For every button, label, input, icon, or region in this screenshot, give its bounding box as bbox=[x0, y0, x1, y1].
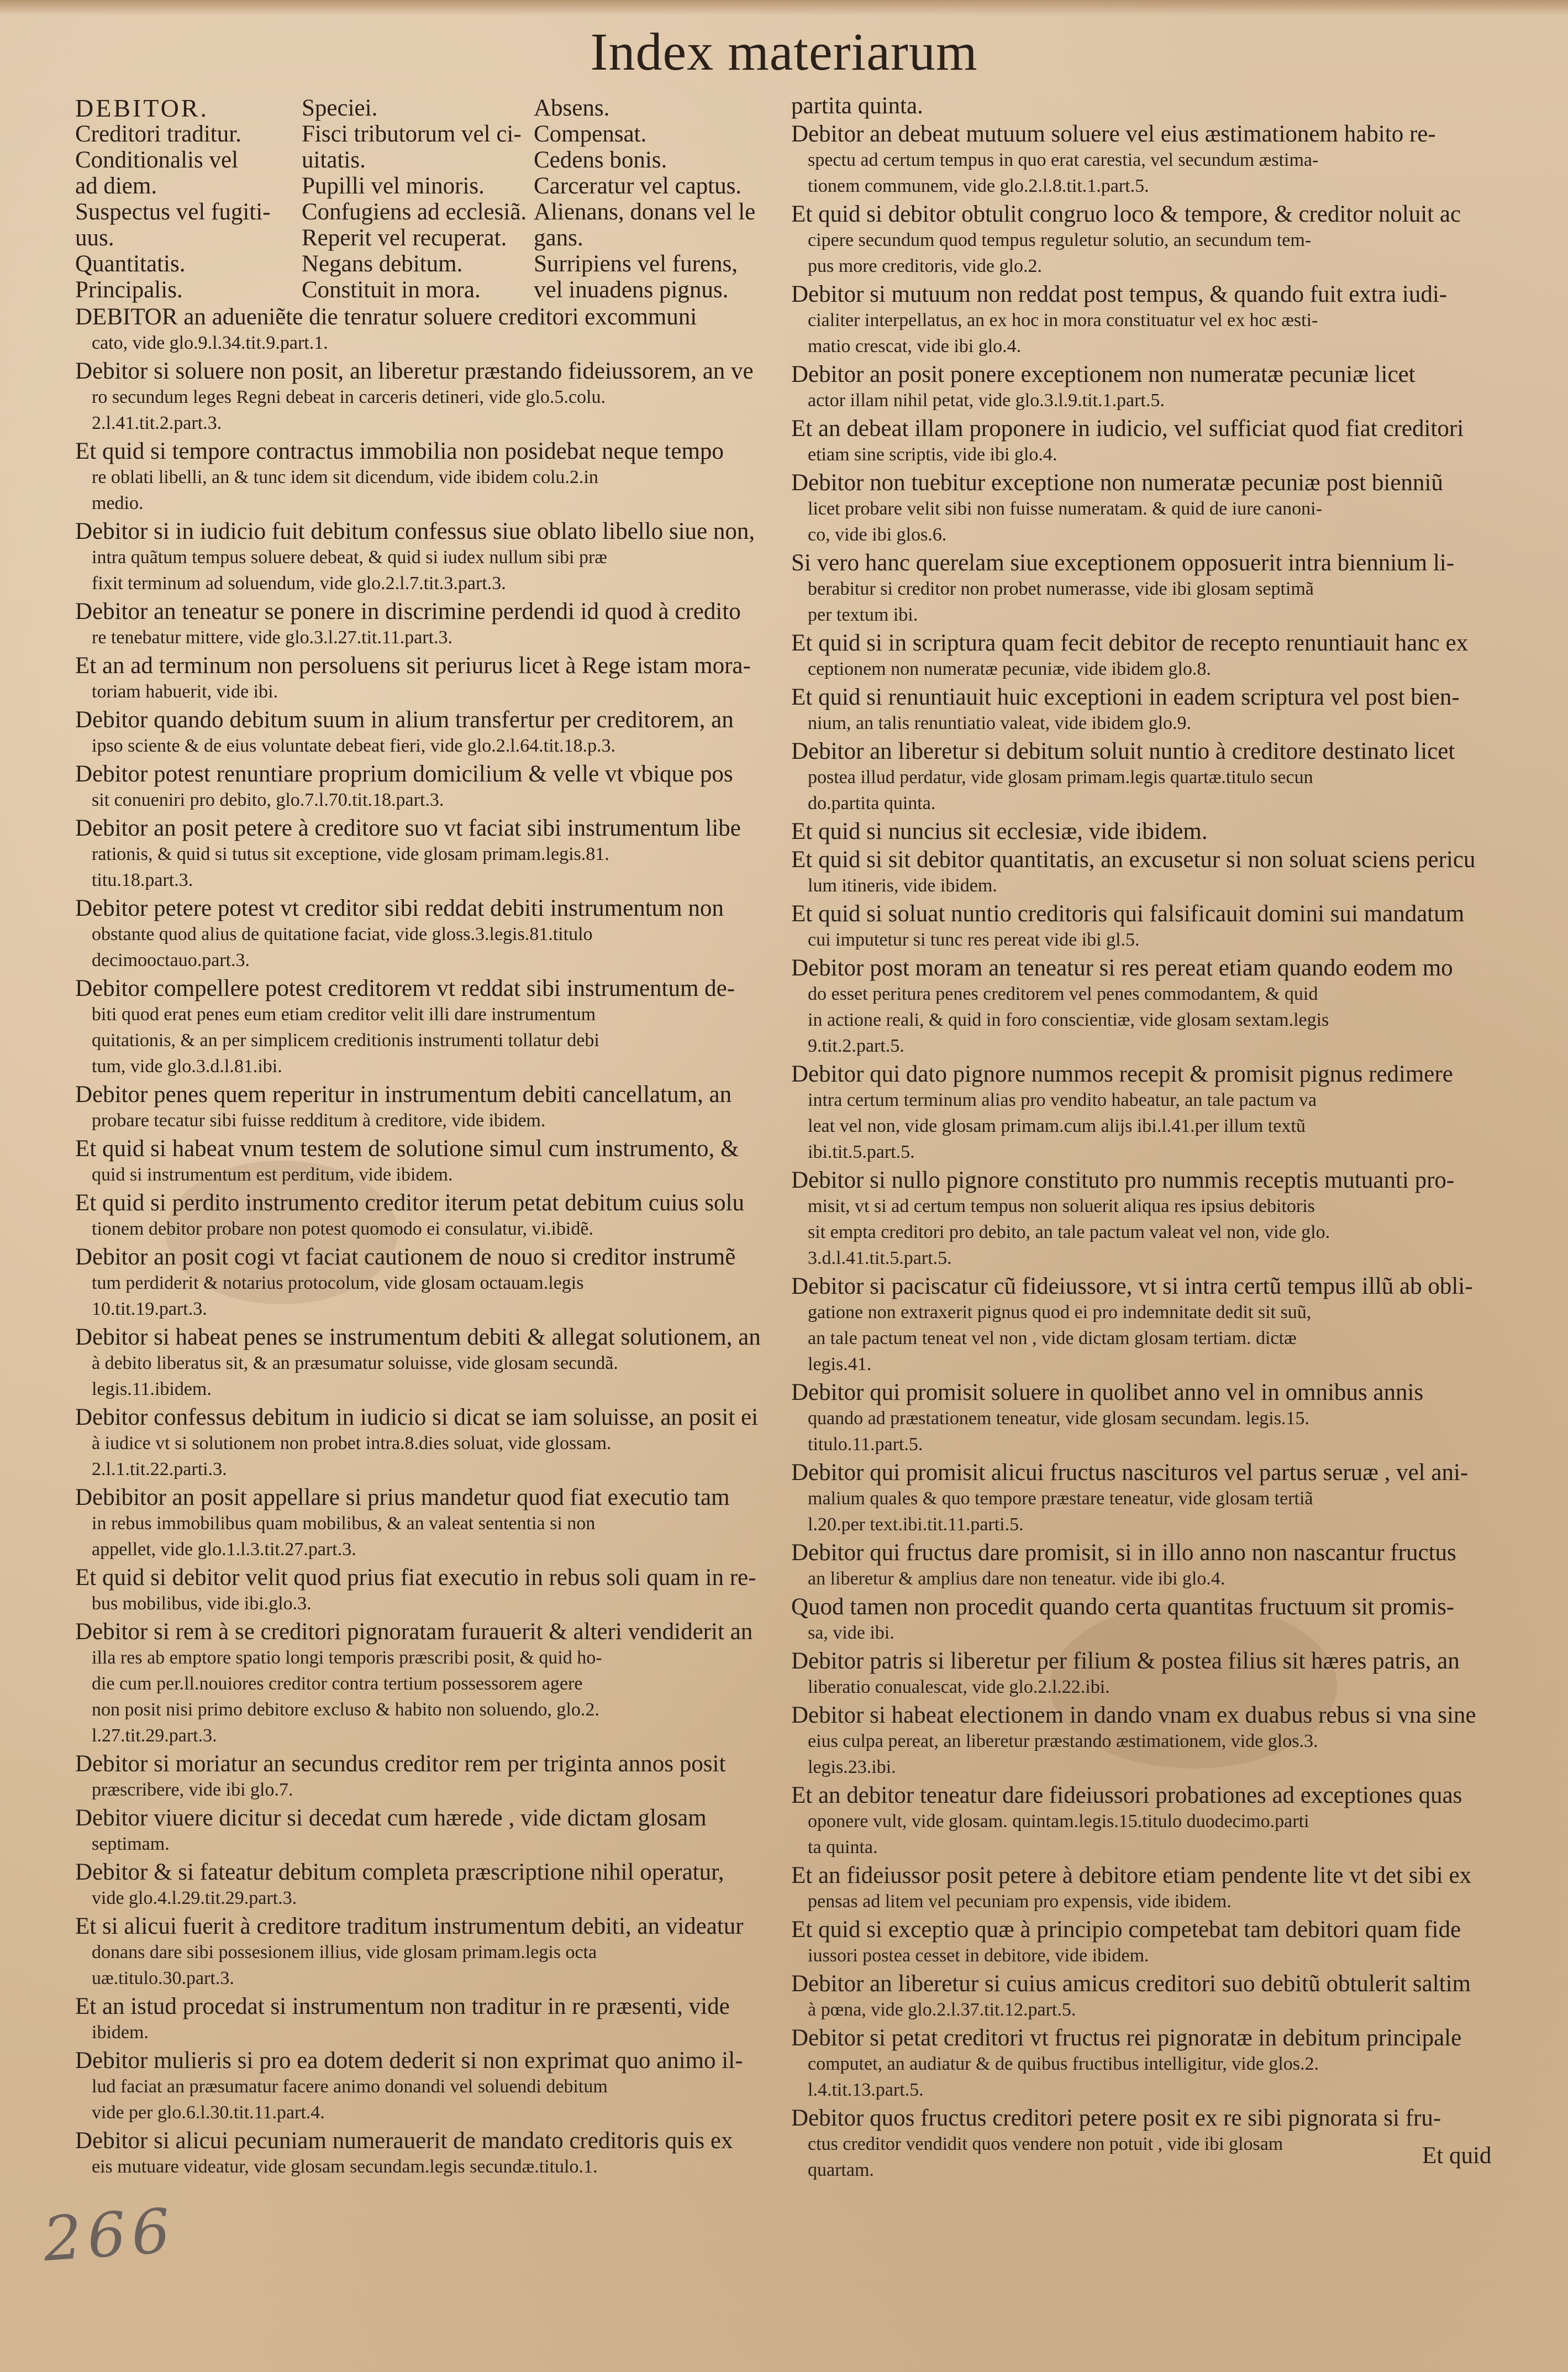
entry-line: sit conueniri pro debito, glo.7.l.70.tit.18.part.3. bbox=[92, 790, 444, 810]
entry-line: 2.l.41.tit.2.part.3. bbox=[92, 413, 222, 433]
index-entry bbox=[791, 630, 1504, 682]
entry-line: pensas ad litem vel pecuniam pro expensis, vide ibidem. bbox=[808, 1891, 1232, 1912]
entry-line: Et si alicui fuerit à creditore traditum instrumentum debiti, an videatur bbox=[75, 1913, 744, 1939]
index-entry bbox=[791, 818, 1504, 844]
index-entry bbox=[791, 1273, 1504, 1377]
subject-heading: Constituit in mora. bbox=[302, 277, 481, 303]
index-entry bbox=[75, 438, 782, 516]
entry-line: malium quales & quo tempore præstare teneatur, vide glosam tertiã bbox=[808, 1488, 1313, 1509]
entry-line: cui imputetur si tunc res pereat vide ibi gl.5. bbox=[808, 930, 1140, 950]
subject-heading: Cedens bonis. bbox=[534, 147, 667, 173]
handwritten-page-number: 266 bbox=[40, 2195, 178, 2275]
entry-line: cato, vide glo.9.l.34.tit.9.part.1. bbox=[92, 333, 328, 353]
entry-line: donans dare sibi possesionem illius, vide glosam primam.legis octa bbox=[92, 1942, 597, 1962]
index-entry bbox=[75, 653, 782, 705]
subject-heading: Reperit vel recuperat. bbox=[302, 225, 507, 251]
entry-line: nium, an talis renuntiatio valeat, vide ibidem glo.9. bbox=[808, 713, 1192, 733]
entry-line: Debitor an liberetur si cuius amicus creditori suo debitũ obtulerit saltim bbox=[791, 1971, 1471, 1997]
index-entry bbox=[75, 707, 782, 759]
entry-line: co, vide ibi glos.6. bbox=[808, 524, 947, 545]
index-entry bbox=[791, 201, 1504, 279]
index-entry bbox=[75, 1913, 782, 1991]
entry-line: Debitor quando debitum suum in alium transfertur per creditorem, an bbox=[75, 707, 734, 733]
entry-line: berabitur si creditor non probet numerasse, vide ibi glosam septimã bbox=[808, 579, 1314, 599]
subject-heading: DEBITOR. bbox=[75, 94, 209, 122]
entry-line: à debito liberatus sit, & an præsumatur soluisse, vide glosam secundã. bbox=[92, 1353, 618, 1373]
entry-line: ipso sciente & de eius voluntate debeat fieri, vide glo.2.l.64.tit.18.p.3. bbox=[92, 736, 616, 756]
subject-heading: vel inuadens pignus. bbox=[534, 277, 729, 303]
entry-line: intra quãtum tempus soluere debeat, & quid si iudex nullum sibi præ bbox=[92, 547, 607, 568]
entry-line: Debitor qui fructus dare promisit, si in illo anno non nascantur fructus bbox=[791, 1540, 1456, 1566]
entry-line: l.20.per text.ibi.tit.11.parti.5. bbox=[808, 1514, 1024, 1535]
entry-line: Debitor si nullo pignore constituto pro nummis receptis mutuanti pro- bbox=[791, 1167, 1455, 1193]
entry-line: vide per glo.6.l.30.tit.11.part.4. bbox=[92, 2102, 325, 2123]
entry-line: Debitor compellere potest creditorem vt reddat sibi instrumentum de- bbox=[75, 975, 735, 1001]
entry-line: Debitor si alicui pecuniam numerauerit de mandato creditoris quis ex bbox=[75, 2128, 733, 2154]
index-entry bbox=[75, 761, 782, 813]
index-entry bbox=[75, 1404, 782, 1482]
index-entry bbox=[791, 2025, 1504, 2103]
entry-line: Et an fideiussor posit petere à debitore etiam pendente lite vt det sibi ex bbox=[791, 1862, 1472, 1888]
subject-heading: Negans debitum. bbox=[302, 251, 463, 277]
entry-line: Et quid si sit debitor quantitatis, an excusetur si non soluat sciens pericu bbox=[791, 847, 1476, 873]
entry-line: Et quid si exceptio quæ à principio competebat tam debitori quam fide bbox=[791, 1917, 1461, 1943]
entry-line: Debitor viuere dicitur si decedat cum hærede , vide dictam glosam bbox=[75, 1805, 707, 1831]
entry-line: medio. bbox=[92, 493, 144, 513]
entry-line: à pœna, vide glo.2.l.37.tit.12.part.5. bbox=[808, 2000, 1076, 2020]
index-entry bbox=[75, 1805, 782, 1857]
entry-line: lud faciat an præsumatur facere animo donandi vel soluendi debitum bbox=[92, 2076, 608, 2097]
entry-line: 3.d.l.41.tit.5.part.5. bbox=[808, 1248, 952, 1268]
entry-line: Debibitor an posit appellare si prius mandetur quod fiat executio tam bbox=[75, 1484, 730, 1510]
index-entry bbox=[791, 470, 1504, 548]
index-entry bbox=[75, 1565, 782, 1617]
entry-line: lum itineris, vide ibidem. bbox=[808, 875, 997, 896]
entry-line: spectu ad certum tempus in quo erat carestia, vel secundum æstima- bbox=[808, 150, 1319, 170]
subject-heading: uitatis. bbox=[302, 147, 366, 173]
page-top-edge bbox=[0, 0, 1568, 15]
entry-line: tum perdiderit & notarius protocolum, vide glosam octauam.legis bbox=[92, 1273, 584, 1293]
entry-line: Debitor si in iudicio fuit debitum confessus siue oblato libello siue non, bbox=[75, 518, 755, 544]
page-title: Index materiarum bbox=[590, 22, 978, 81]
entry-line: Debitor an posit petere à creditore suo vt faciat sibi instrumentum libe bbox=[75, 815, 741, 841]
entry-line: Et quid si debitor obtulit congruo loco & tempore, & creditor noluit ac bbox=[791, 201, 1461, 227]
entry-line: Debitor an liberetur si debitum soluit nuntio à creditore destinato licet bbox=[791, 738, 1455, 764]
entry-line: Debitor si habeat electionem in dando vnam ex duabus rebus si vna sine bbox=[791, 1702, 1476, 1728]
subject-heading: Quantitatis. bbox=[75, 251, 186, 277]
entry-line: do esset peritura penes creditorem vel penes commodantem, & quid bbox=[808, 984, 1318, 1004]
index-entry bbox=[791, 1917, 1504, 1969]
index-entry bbox=[791, 1648, 1504, 1700]
index-entry bbox=[791, 684, 1504, 736]
index-entry bbox=[75, 1859, 782, 1911]
subject-heading: Confugiens ad ecclesiã. bbox=[302, 199, 527, 225]
entry-line: Et quid si soluat nuntio creditoris qui falsificauit domini sui mandatum bbox=[791, 901, 1465, 927]
entry-line: l.27.tit.29.part.3. bbox=[92, 1725, 217, 1746]
index-entry bbox=[791, 1460, 1504, 1537]
entry-line: Et quid si tempore contractus immobilia non posidebat neque tempo bbox=[75, 438, 724, 464]
entry-line: Et quid si debitor velit quod prius fiat executio in rebus soli quam in re- bbox=[75, 1565, 756, 1591]
entry-line: cipere secundum quod tempus reguletur solutio, an secundum tem- bbox=[808, 230, 1312, 250]
entry-line: per textum ibi. bbox=[808, 605, 918, 625]
entry-line: præscribere, vide ibi glo.7. bbox=[92, 1780, 293, 1800]
entry-line: DEBITOR an adueniẽte die tenratur soluere creditori excommuni bbox=[75, 304, 697, 330]
index-entry bbox=[75, 975, 782, 1079]
entry-line: appellet, vide glo.1.l.3.tit.27.part.3. bbox=[92, 1539, 356, 1560]
entry-line: ctus creditor vendidit quos vendere non potuit , vide ibi glosam bbox=[808, 2134, 1283, 2154]
entry-line: pus more creditoris, vide glo.2. bbox=[808, 256, 1042, 276]
index-entry bbox=[791, 955, 1504, 1059]
subject-heading: Fisci tributorum vel ci- bbox=[302, 121, 522, 147]
index-entry bbox=[791, 1379, 1504, 1457]
entry-line: licet probare velit sibi non fuisse numeratam. & quid de iure canoni- bbox=[808, 498, 1322, 519]
entry-line: Debitor si moriatur an secundus creditor rem per triginta annos posit bbox=[75, 1751, 726, 1777]
left-entry-list bbox=[75, 304, 782, 2180]
entry-line: biti quod erat penes eum etiam creditor velit illi dare instrumentum bbox=[92, 1004, 596, 1025]
index-entry bbox=[75, 358, 782, 436]
subject-heading: Conditionalis vel bbox=[75, 147, 239, 173]
entry-line: Debitor si petat creditori vt fructus rei pignoratæ in debitum principale bbox=[791, 2025, 1462, 2051]
index-entry bbox=[75, 1082, 782, 1133]
entry-line: uæ.titulo.30.part.3. bbox=[92, 1968, 234, 1988]
entry-line: Debitor confessus debitum in iudicio si dicat se iam soluisse, an posit ei bbox=[75, 1404, 759, 1430]
index-entry bbox=[791, 93, 1504, 119]
entry-line: Et an ad terminum non persoluens sit periurus licet à Rege istam mora- bbox=[75, 653, 751, 679]
entry-line: actor illam nihil petat, vide glo.3.l.9.tit.1.part.5. bbox=[808, 390, 1165, 411]
entry-line: 2.l.1.tit.22.parti.3. bbox=[92, 1459, 227, 1479]
index-entry bbox=[791, 550, 1504, 628]
entry-line: sit empta creditori pro debito, an tale pactum valeat vel non, vide glo. bbox=[808, 1222, 1330, 1242]
entry-line: quando ad præstationem teneatur, vide glosam secundam. legis.15. bbox=[808, 1408, 1309, 1429]
entry-line: Debitor petere potest vt creditor sibi reddat debiti instrumentum non bbox=[75, 895, 724, 921]
index-entry bbox=[75, 2048, 782, 2126]
entry-line: Si vero hanc querelam siue exceptionem opposuerit intra biennium li- bbox=[791, 550, 1455, 576]
entry-line: obstante quod alius de quitatione faciat, vide gloss.3.legis.81.titulo bbox=[92, 924, 593, 944]
index-entry bbox=[791, 1594, 1504, 1646]
entry-line: bus mobilibus, vide ibi.glo.3. bbox=[92, 1593, 312, 1614]
entry-line: oponere vult, vide glosam. quintam.legis.15.titulo duodecimo.parti bbox=[808, 1811, 1309, 1832]
entry-line: ibidem. bbox=[92, 2022, 149, 2043]
index-entry bbox=[75, 815, 782, 893]
right-column bbox=[791, 93, 1504, 2185]
entry-line: ibi.tit.5.part.5. bbox=[808, 1142, 915, 1162]
entry-line: eis mutuare videatur, vide glosam secundam.legis secundæ.titulo.1. bbox=[92, 2156, 598, 2177]
entry-line: do.partita quinta. bbox=[808, 793, 936, 814]
index-entry bbox=[791, 281, 1504, 359]
entry-line: titulo.11.part.5. bbox=[808, 1434, 923, 1455]
entry-line: cialiter interpellatus, an ex hoc in mora constituatur vel ex hoc æsti- bbox=[808, 310, 1318, 330]
index-entry bbox=[75, 599, 782, 650]
entry-line: Quod tamen non procedit quando certa quantitas fructuum sit promis- bbox=[791, 1594, 1455, 1620]
entry-line: Debitor patris si liberetur per filium & postea filius sit hæres patris, an bbox=[791, 1648, 1460, 1674]
right-entry-list bbox=[791, 93, 1504, 2183]
entry-line: Et quid si nuncius sit ecclesiæ, vide ibidem. bbox=[791, 818, 1208, 844]
entry-line: liberatio conualescat, vide glo.2.l.22.ibi. bbox=[808, 1677, 1110, 1697]
entry-line: Et quid si perdito instrumento creditor iterum petat debitum cuius solu bbox=[75, 1190, 744, 1216]
index-entry bbox=[791, 1061, 1504, 1165]
index-entry bbox=[75, 1324, 782, 1402]
entry-line: Debitor non tuebitur exceptione non numeratæ pecuniæ post bienniũ bbox=[791, 470, 1443, 496]
index-entry bbox=[791, 738, 1504, 816]
index-entry bbox=[791, 1971, 1504, 2023]
entry-line: à iudice vt si solutionem non probet intra.8.dies soluat, vide glossam. bbox=[92, 1433, 612, 1453]
entry-line: Debitor an debeat mutuum soluere vel eius æstimationem habito re- bbox=[791, 121, 1436, 147]
entry-line: decimooctauo.part.3. bbox=[92, 950, 250, 970]
entry-line: eius culpa pereat, an liberetur præstando æstimationem, vide glos.3. bbox=[808, 1731, 1318, 1751]
entry-line: quartam. bbox=[808, 2160, 874, 2180]
entry-line: legis.23.ibi. bbox=[808, 1757, 896, 1777]
entry-line: in actione reali, & quid in foro conscientiæ, vide glosam sextam.legis bbox=[808, 1010, 1329, 1030]
entry-line: tum, vide glo.3.d.l.81.ibi. bbox=[92, 1056, 282, 1077]
index-entry bbox=[791, 901, 1504, 953]
index-entry bbox=[75, 1751, 782, 1803]
subject-heading: Absens. bbox=[534, 95, 610, 121]
entry-line: Et quid si renuntiauit huic exceptioni in eadem scriptura vel post bien- bbox=[791, 684, 1460, 710]
entry-line: misit, vt si ad certum tempus non soluerit aliqua res ipsius debitoris bbox=[808, 1196, 1315, 1216]
entry-line: Debitor qui dato pignore nummos recepit & promisit pignus redimere bbox=[791, 1061, 1453, 1087]
entry-line: ceptionem non numeratæ pecuniæ, vide ibidem glo.8. bbox=[808, 659, 1211, 679]
entry-line: an tale pactum teneat vel non , vide dictam glosam tertiam. dictæ bbox=[808, 1328, 1297, 1348]
index-entry bbox=[791, 416, 1504, 468]
entry-line: Debitor quos fructus creditori petere posit ex re sibi pignorata si fru- bbox=[791, 2105, 1441, 2131]
entry-line: Debitor an posit cogi vt faciat cautionem de nouo si creditor instrumẽ bbox=[75, 1244, 736, 1270]
entry-line: tionem communem, vide glo.2.l.8.tit.1.part.5. bbox=[808, 176, 1149, 196]
index-entry bbox=[75, 1484, 782, 1562]
subject-heading: Alienans, donans vel le bbox=[534, 199, 756, 225]
entry-line: Debitor mulieris si pro ea dotem dederit si non exprimat quo animo il- bbox=[75, 2048, 743, 2074]
entry-line: Debitor post moram an teneatur si res pereat etiam quando eodem mo bbox=[791, 955, 1453, 981]
entry-line: postea illud perdatur, vide glosam primam.legis quartæ.titulo secun bbox=[808, 767, 1313, 788]
subject-heading: uus. bbox=[75, 225, 114, 251]
entry-line: 9.tit.2.part.5. bbox=[808, 1036, 904, 1056]
index-entry bbox=[791, 847, 1504, 899]
entry-line: rationis, & quid si tutus sit exceptione, vide glosam primam.legis.81. bbox=[92, 844, 609, 864]
index-entry bbox=[75, 895, 782, 973]
index-entry bbox=[791, 2105, 1504, 2183]
entry-line: Debitor qui promisit soluere in quolibet anno vel in omnibus annis bbox=[791, 1379, 1424, 1405]
entry-line: Et quid si in scriptura quam fecit debitor de recepto renuntiauit hanc ex bbox=[791, 630, 1469, 656]
entry-line: 10.tit.19.part.3. bbox=[92, 1299, 207, 1319]
entry-line: legis.11.ibidem. bbox=[92, 1379, 212, 1399]
index-entry bbox=[75, 304, 782, 356]
entry-line: Debitor potest renuntiare proprium domicilium & velle vt vbique pos bbox=[75, 761, 733, 787]
entry-line: fixit terminum ad soluendum, vide glo.2.l.7.tit.3.part.3. bbox=[92, 573, 506, 594]
entry-line: Debitor si paciscatur cũ fideiussore, vt si intra certũ tempus illũ ab obli- bbox=[791, 1273, 1473, 1299]
entry-line: Debitor an posit ponere exceptionem non numeratæ pecuniæ licet bbox=[791, 361, 1416, 387]
entry-line: l.4.tit.13.part.5. bbox=[808, 2080, 924, 2100]
index-entry bbox=[791, 1540, 1504, 1592]
entry-line: ro secundum leges Regni debeat in carceris detineri, vide glo.5.colu. bbox=[92, 387, 606, 407]
entry-line: septimam. bbox=[92, 1834, 170, 1854]
subject-heading: Principalis. bbox=[75, 277, 183, 303]
catchword: Et quid bbox=[1422, 2143, 1492, 2169]
entry-line: Debitor qui promisit alicui fructus nascituros vel partus seruæ , vel ani- bbox=[791, 1460, 1469, 1486]
left-column bbox=[75, 95, 782, 2182]
subject-heading-list bbox=[75, 95, 782, 303]
index-entry bbox=[791, 121, 1504, 199]
index-entry bbox=[791, 361, 1504, 413]
entry-line: Debitor penes quem reperitur in instrumentum debiti cancellatum, an bbox=[75, 1082, 732, 1108]
index-entry bbox=[75, 1190, 782, 1242]
entry-line: leat vel non, vide glosam primam.cum alijs ibi.l.41.per illum textũ bbox=[808, 1116, 1306, 1136]
entry-line: computet, an audiatur & de quibus fructibus intelligitur, vide glos.2. bbox=[808, 2054, 1319, 2074]
entry-line: toriam habuerit, vide ibi. bbox=[92, 681, 278, 702]
entry-line: an liberetur & amplius dare non teneatur. vide ibi glo.4. bbox=[808, 1568, 1225, 1589]
subject-heading: Speciei. bbox=[302, 95, 378, 121]
entry-line: ta quinta. bbox=[808, 1837, 878, 1857]
entry-line: illa res ab emptore spatio longi temporis præscribi posit, & quid ho- bbox=[92, 1647, 602, 1668]
entry-line: Debitor an teneatur se ponere in discrimine perdendi id quod à credito bbox=[75, 599, 741, 625]
entry-line: probare tecatur sibi fuisse redditum à creditore, vide ibidem. bbox=[92, 1110, 546, 1131]
entry-line: Debitor si mutuum non reddat post tempus, & quando fuit extra iudi- bbox=[791, 281, 1448, 307]
entry-line: die cum per.ll.nouiores creditor contra tertium possessorem agere bbox=[92, 1673, 583, 1694]
entry-line: tionem debitor probare non potest quomodo ei consulatur, vi.ibidẽ. bbox=[92, 1219, 593, 1239]
entry-line: sa, vide ibi. bbox=[808, 1623, 895, 1643]
subject-heading: Pupilli vel minoris. bbox=[302, 173, 485, 199]
subject-heading: Compensat. bbox=[534, 121, 647, 147]
index-entry bbox=[75, 1244, 782, 1322]
index-entry bbox=[75, 2128, 782, 2180]
index-entry bbox=[75, 518, 782, 596]
index-entry bbox=[791, 1167, 1504, 1271]
entry-line: Et an debeat illam proponere in iudicio, vel sufficiat quod fiat creditori bbox=[791, 416, 1464, 442]
entry-line: matio crescat, vide ibi glo.4. bbox=[808, 336, 1022, 356]
entry-line: Debitor si soluere non posit, an liberetur præstando fideiussorem, an ve bbox=[75, 358, 754, 384]
entry-line: re oblati libelli, an & tunc idem sit dicendum, vide ibidem colu.2.in bbox=[92, 467, 598, 487]
entry-line: intra certum terminum alias pro vendito habeatur, an tale pactum va bbox=[808, 1090, 1317, 1110]
entry-line: titu.18.part.3. bbox=[92, 870, 193, 890]
entry-line: iussori postea cesset in debitore, vide ibidem. bbox=[808, 1945, 1149, 1966]
entry-line: non posit nisi primo debitore excluso & habito non soluendo, glo.2. bbox=[92, 1699, 599, 1720]
entry-line: Et quid si habeat vnum testem de solutione simul cum instrumento, & bbox=[75, 1136, 739, 1162]
entry-line: re tenebatur mittere, vide glo.3.l.27.tit.11.part.3. bbox=[92, 627, 453, 648]
index-entry bbox=[75, 1619, 782, 1749]
index-entry bbox=[791, 1862, 1504, 1914]
entry-line: etiam sine scriptis, vide ibi glo.4. bbox=[808, 444, 1057, 465]
index-entry bbox=[791, 1782, 1504, 1860]
index-entry bbox=[75, 1993, 782, 2045]
entry-line: Debitor si rem à se creditori pignoratam furauerit & alteri vendiderit an bbox=[75, 1619, 753, 1645]
index-entry bbox=[791, 1702, 1504, 1780]
subject-heading: gans. bbox=[534, 225, 583, 251]
entry-line: quitationis, & an per simplicem creditionis instrumenti tollatur debi bbox=[92, 1030, 599, 1051]
subject-heading: Carceratur vel captus. bbox=[534, 173, 742, 199]
entry-line: Debitor si habeat penes se instrumentum debiti & allegat solutionem, an bbox=[75, 1324, 761, 1350]
entry-line: quid si instrumentum est perditum, vide ibidem. bbox=[92, 1164, 453, 1185]
entry-line: Et an debitor teneatur dare fideiussori probationes ad exceptiones quas bbox=[791, 1782, 1462, 1808]
entry-line: gatione non extraxerit pignus quod ei pro indemnitate dedit sit suũ, bbox=[808, 1302, 1312, 1323]
subject-heading: Creditori traditur. bbox=[75, 121, 241, 147]
entry-line: Et an istud procedat si instrumentum non traditur in re præsenti, vide bbox=[75, 1993, 730, 2019]
subject-heading: ad diem. bbox=[75, 173, 157, 199]
entry-line: legis.41. bbox=[808, 1354, 872, 1374]
entry-line: vide glo.4.l.29.tit.29.part.3. bbox=[92, 1888, 297, 1908]
entry-line: Debitor & si fateatur debitum completa præscriptione nihil operatur, bbox=[75, 1859, 724, 1885]
subject-heading: Surripiens vel furens, bbox=[534, 251, 738, 277]
subject-heading: Suspectus vel fugiti- bbox=[75, 199, 271, 225]
entry-line: partita quinta. bbox=[791, 93, 923, 119]
index-entry bbox=[75, 1136, 782, 1188]
entry-line: in rebus immobilibus quam mobilibus, & an valeat sententia si non bbox=[92, 1513, 596, 1534]
